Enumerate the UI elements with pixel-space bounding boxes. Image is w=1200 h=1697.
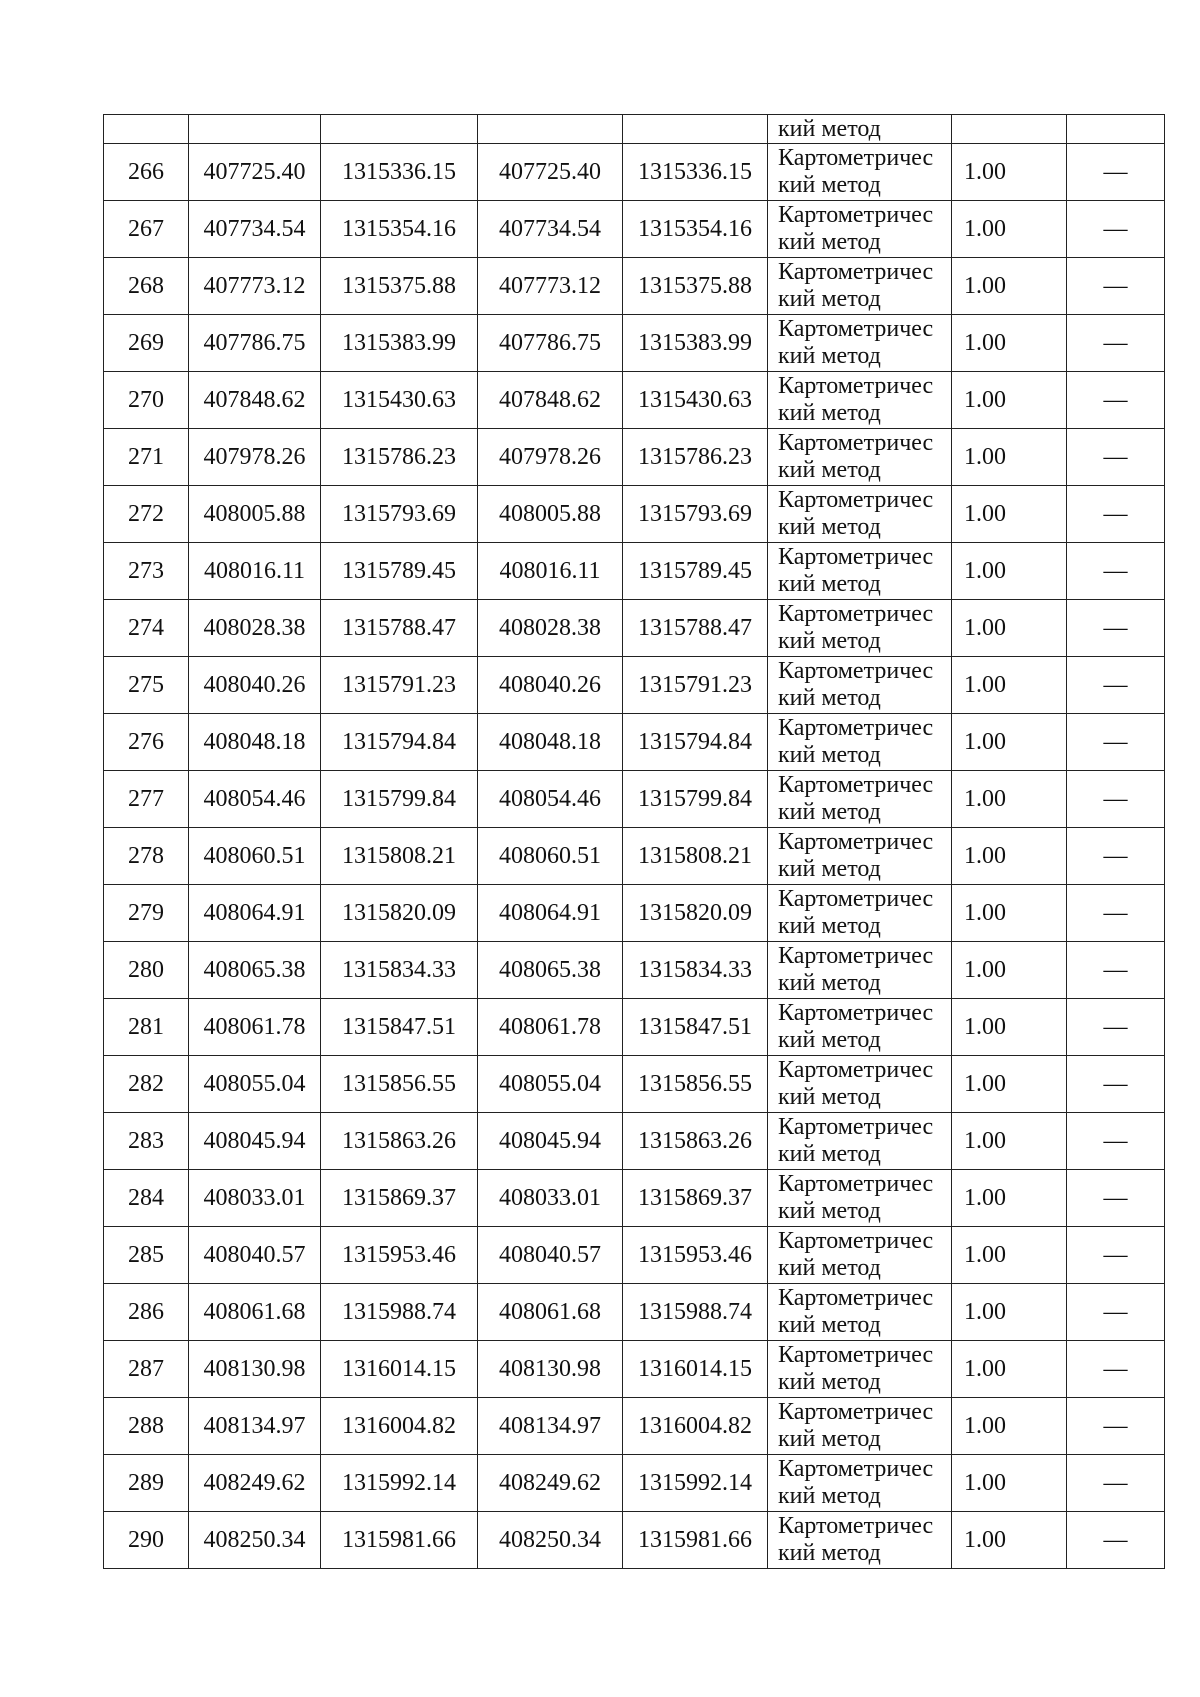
x-existing-cell: 407725.40 [189, 144, 321, 201]
y-existing-cell: 1315863.26 [321, 1113, 478, 1170]
method-line-1: Картометричес [778, 1171, 934, 1197]
x-existing-cell: 408061.78 [189, 999, 321, 1056]
y-refined-cell: 1315834.33 [623, 942, 768, 999]
method-line-1: Картометричес [778, 1399, 934, 1425]
point-number-cell: 285 [104, 1227, 189, 1284]
y-existing-cell: 1315820.09 [321, 885, 478, 942]
table-row [104, 1398, 1165, 1455]
table-row [104, 1113, 1165, 1170]
x-existing-cell: 408040.26 [189, 657, 321, 714]
cont-cell-accuracy [952, 115, 1067, 144]
method-cell [768, 429, 952, 486]
y-refined-cell: 1315336.15 [623, 144, 768, 201]
x-refined-cell: 408064.91 [478, 885, 623, 942]
accuracy-cell: 1.00 [952, 1341, 1067, 1398]
method-line-1: Картометричес [778, 601, 934, 627]
cont-cell-method [768, 115, 952, 144]
method-line-2: кий метод [778, 400, 881, 426]
y-existing-cell: 1315981.66 [321, 1512, 478, 1569]
method-line-2: кий метод [778, 229, 881, 255]
x-existing-cell: 408045.94 [189, 1113, 321, 1170]
y-refined-cell: 1315992.14 [623, 1455, 768, 1512]
point-number-cell: 283 [104, 1113, 189, 1170]
table-row [104, 1227, 1165, 1284]
method-line-2: кий метод [778, 970, 881, 996]
point-number-cell: 272 [104, 486, 189, 543]
accuracy-cell: 1.00 [952, 1284, 1067, 1341]
accuracy-cell: 1.00 [952, 714, 1067, 771]
method-line-1: Картометричес [778, 1114, 934, 1140]
method-line-1: Картометричес [778, 544, 934, 570]
x-existing-cell: 407786.75 [189, 315, 321, 372]
accuracy-cell: 1.00 [952, 543, 1067, 600]
x-existing-cell: 408055.04 [189, 1056, 321, 1113]
point-number-cell: 267 [104, 201, 189, 258]
method-line-2: кий метод [778, 1255, 881, 1281]
note-cell: — [1067, 1227, 1165, 1284]
method-line-2: кий метод [778, 799, 881, 825]
y-refined-cell: 1315988.74 [623, 1284, 768, 1341]
point-number-cell: 282 [104, 1056, 189, 1113]
method-cell [768, 315, 952, 372]
method-cell [768, 1341, 952, 1398]
note-cell: — [1067, 429, 1165, 486]
method-cell [768, 999, 952, 1056]
note-cell: — [1067, 1284, 1165, 1341]
cont-cell-x1 [189, 115, 321, 144]
table-body [104, 115, 1165, 1569]
x-existing-cell: 408061.68 [189, 1284, 321, 1341]
method-line-2: кий метод [778, 1141, 881, 1167]
point-number-cell: 278 [104, 828, 189, 885]
x-existing-cell: 407734.54 [189, 201, 321, 258]
point-number-cell: 284 [104, 1170, 189, 1227]
method-line-2: кий метод [778, 1027, 881, 1053]
method-line-2: кий метод [778, 514, 881, 540]
method-cell [768, 942, 952, 999]
point-number-cell: 274 [104, 600, 189, 657]
table-row [104, 1170, 1165, 1227]
method-line-2: кий метод [778, 913, 881, 939]
x-refined-cell: 408055.04 [478, 1056, 623, 1113]
point-number-cell: 271 [104, 429, 189, 486]
method-cell [768, 1170, 952, 1227]
table-row [104, 1056, 1165, 1113]
accuracy-cell: 1.00 [952, 1455, 1067, 1512]
point-number-cell: 276 [104, 714, 189, 771]
point-number-cell: 266 [104, 144, 189, 201]
method-cell [768, 714, 952, 771]
method-line-1: Картометричес [778, 943, 934, 969]
accuracy-cell: 1.00 [952, 486, 1067, 543]
method-line-1: Картометричес [778, 1000, 934, 1026]
cont-cell-y1 [321, 115, 478, 144]
method-line-2: кий метод [778, 172, 881, 198]
method-line-1: Картометричес [778, 1513, 934, 1539]
table-row [104, 600, 1165, 657]
method-line-2: кий метод [778, 457, 881, 483]
note-cell: — [1067, 600, 1165, 657]
y-refined-cell: 1315430.63 [623, 372, 768, 429]
accuracy-cell: 1.00 [952, 1227, 1067, 1284]
y-existing-cell: 1315354.16 [321, 201, 478, 258]
y-refined-cell: 1315808.21 [623, 828, 768, 885]
table-row [104, 1512, 1165, 1569]
method-line-1: Картометричес [778, 772, 934, 798]
accuracy-cell: 1.00 [952, 600, 1067, 657]
y-existing-cell: 1315786.23 [321, 429, 478, 486]
y-existing-cell: 1315336.15 [321, 144, 478, 201]
cont-cell-num [104, 115, 189, 144]
method-line-2: кий метод [778, 1483, 881, 1509]
note-cell: — [1067, 315, 1165, 372]
x-existing-cell: 408040.57 [189, 1227, 321, 1284]
cont-cell-note [1067, 115, 1165, 144]
method-cell [768, 372, 952, 429]
accuracy-cell: 1.00 [952, 999, 1067, 1056]
continuation-row [104, 115, 1165, 144]
method-cell [768, 885, 952, 942]
method-line-1: Картометричес [778, 202, 934, 228]
table-row [104, 543, 1165, 600]
note-cell: — [1067, 885, 1165, 942]
method-line-2: кий метод [778, 286, 881, 312]
accuracy-cell: 1.00 [952, 942, 1067, 999]
x-refined-cell: 408040.26 [478, 657, 623, 714]
y-refined-cell: 1315856.55 [623, 1056, 768, 1113]
point-number-cell: 268 [104, 258, 189, 315]
note-cell: — [1067, 144, 1165, 201]
method-line-1: Картометричес [778, 487, 934, 513]
method-line-1: Картометричес [778, 145, 934, 171]
note-cell: — [1067, 1512, 1165, 1569]
y-existing-cell: 1315834.33 [321, 942, 478, 999]
accuracy-cell: 1.00 [952, 657, 1067, 714]
accuracy-cell: 1.00 [952, 1056, 1067, 1113]
y-refined-cell: 1315820.09 [623, 885, 768, 942]
x-refined-cell: 408250.34 [478, 1512, 623, 1569]
accuracy-cell: 1.00 [952, 1113, 1067, 1170]
y-refined-cell: 1315863.26 [623, 1113, 768, 1170]
note-cell: — [1067, 1113, 1165, 1170]
point-number-cell: 290 [104, 1512, 189, 1569]
method-line-1: Картометричес [778, 1456, 934, 1482]
x-existing-cell: 408249.62 [189, 1455, 321, 1512]
method-line-1: Картометричес [778, 1285, 934, 1311]
x-existing-cell: 408250.34 [189, 1512, 321, 1569]
x-existing-cell: 408134.97 [189, 1398, 321, 1455]
x-existing-cell: 408130.98 [189, 1341, 321, 1398]
x-refined-cell: 407725.40 [478, 144, 623, 201]
method-line-2: кий метод [778, 343, 881, 369]
method-cell [768, 1398, 952, 1455]
y-refined-cell: 1315793.69 [623, 486, 768, 543]
note-cell: — [1067, 258, 1165, 315]
table-row [104, 144, 1165, 201]
x-refined-cell: 407773.12 [478, 258, 623, 315]
table-row [104, 201, 1165, 258]
note-cell: — [1067, 486, 1165, 543]
cont-cell-x2 [478, 115, 623, 144]
y-refined-cell: 1315786.23 [623, 429, 768, 486]
y-refined-cell: 1315869.37 [623, 1170, 768, 1227]
method-line-2: кий метод [778, 1312, 881, 1338]
x-existing-cell: 407978.26 [189, 429, 321, 486]
x-existing-cell: 408016.11 [189, 543, 321, 600]
x-refined-cell: 408040.57 [478, 1227, 623, 1284]
y-refined-cell: 1315794.84 [623, 714, 768, 771]
point-number-cell: 280 [104, 942, 189, 999]
accuracy-cell: 1.00 [952, 828, 1067, 885]
method-cell [768, 1227, 952, 1284]
table-row [104, 372, 1165, 429]
method-line-1: Картометричес [778, 259, 934, 285]
coordinates-table [103, 114, 1165, 1569]
note-cell: — [1067, 828, 1165, 885]
y-existing-cell: 1315988.74 [321, 1284, 478, 1341]
y-refined-cell: 1315788.47 [623, 600, 768, 657]
point-number-cell: 270 [104, 372, 189, 429]
accuracy-cell: 1.00 [952, 885, 1067, 942]
method-line-2: кий метод [778, 1369, 881, 1395]
method-cell [768, 828, 952, 885]
point-number-cell: 288 [104, 1398, 189, 1455]
table-row [104, 1455, 1165, 1512]
y-refined-cell: 1315953.46 [623, 1227, 768, 1284]
x-refined-cell: 408048.18 [478, 714, 623, 771]
x-refined-cell: 408054.46 [478, 771, 623, 828]
note-cell: — [1067, 999, 1165, 1056]
table-row [104, 714, 1165, 771]
y-existing-cell: 1315430.63 [321, 372, 478, 429]
x-existing-cell: 408065.38 [189, 942, 321, 999]
x-refined-cell: 408061.78 [478, 999, 623, 1056]
x-existing-cell: 408064.91 [189, 885, 321, 942]
table-row [104, 315, 1165, 372]
x-existing-cell: 408005.88 [189, 486, 321, 543]
note-cell: — [1067, 201, 1165, 258]
x-refined-cell: 407786.75 [478, 315, 623, 372]
y-existing-cell: 1315847.51 [321, 999, 478, 1056]
x-existing-cell: 408048.18 [189, 714, 321, 771]
point-number-cell: 279 [104, 885, 189, 942]
method-cell [768, 486, 952, 543]
accuracy-cell: 1.00 [952, 258, 1067, 315]
note-cell: — [1067, 714, 1165, 771]
accuracy-cell: 1.00 [952, 771, 1067, 828]
y-existing-cell: 1315808.21 [321, 828, 478, 885]
method-line-1: Картометричес [778, 1228, 934, 1254]
y-existing-cell: 1315799.84 [321, 771, 478, 828]
x-refined-cell: 407978.26 [478, 429, 623, 486]
y-refined-cell: 1315791.23 [623, 657, 768, 714]
method-text: кий метод [778, 116, 881, 142]
note-cell: — [1067, 543, 1165, 600]
method-cell [768, 543, 952, 600]
x-refined-cell: 408065.38 [478, 942, 623, 999]
x-refined-cell: 408016.11 [478, 543, 623, 600]
accuracy-cell: 1.00 [952, 372, 1067, 429]
point-number-cell: 275 [104, 657, 189, 714]
cont-cell-y2 [623, 115, 768, 144]
note-cell: — [1067, 657, 1165, 714]
x-existing-cell: 407848.62 [189, 372, 321, 429]
y-existing-cell: 1316014.15 [321, 1341, 478, 1398]
method-line-2: кий метод [778, 1426, 881, 1452]
table-row [104, 828, 1165, 885]
accuracy-cell: 1.00 [952, 1170, 1067, 1227]
method-line-2: кий метод [778, 685, 881, 711]
x-existing-cell: 407773.12 [189, 258, 321, 315]
x-refined-cell: 408033.01 [478, 1170, 623, 1227]
table-row [104, 486, 1165, 543]
method-cell [768, 201, 952, 258]
table-row [104, 1341, 1165, 1398]
accuracy-cell: 1.00 [952, 144, 1067, 201]
table-row [104, 657, 1165, 714]
method-line-2: кий метод [778, 856, 881, 882]
method-line-1: Картометричес [778, 373, 934, 399]
y-refined-cell: 1315354.16 [623, 201, 768, 258]
method-line-2: кий метод [778, 1540, 881, 1566]
point-number-cell: 273 [104, 543, 189, 600]
point-number-cell: 286 [104, 1284, 189, 1341]
note-cell: — [1067, 771, 1165, 828]
y-refined-cell: 1315799.84 [623, 771, 768, 828]
accuracy-cell: 1.00 [952, 315, 1067, 372]
y-existing-cell: 1315375.88 [321, 258, 478, 315]
x-existing-cell: 408033.01 [189, 1170, 321, 1227]
note-cell: — [1067, 1056, 1165, 1113]
y-existing-cell: 1315383.99 [321, 315, 478, 372]
x-existing-cell: 408060.51 [189, 828, 321, 885]
method-cell [768, 1284, 952, 1341]
y-existing-cell: 1315869.37 [321, 1170, 478, 1227]
x-refined-cell: 408045.94 [478, 1113, 623, 1170]
method-line-1: Картометричес [778, 658, 934, 684]
accuracy-cell: 1.00 [952, 429, 1067, 486]
y-existing-cell: 1315789.45 [321, 543, 478, 600]
method-line-2: кий метод [778, 571, 881, 597]
y-existing-cell: 1315856.55 [321, 1056, 478, 1113]
note-cell: — [1067, 942, 1165, 999]
x-refined-cell: 408130.98 [478, 1341, 623, 1398]
method-line-2: кий метод [778, 742, 881, 768]
x-refined-cell: 408134.97 [478, 1398, 623, 1455]
x-refined-cell: 408028.38 [478, 600, 623, 657]
method-line-2: кий метод [778, 1198, 881, 1224]
method-line-1: Картометричес [778, 715, 934, 741]
method-line-1: Картометричес [778, 430, 934, 456]
x-refined-cell: 407734.54 [478, 201, 623, 258]
table-row [104, 258, 1165, 315]
method-line-1: Картометричес [778, 829, 934, 855]
y-refined-cell: 1315847.51 [623, 999, 768, 1056]
y-refined-cell: 1315375.88 [623, 258, 768, 315]
note-cell: — [1067, 1170, 1165, 1227]
method-line-1: Картометричес [778, 316, 934, 342]
x-refined-cell: 408060.51 [478, 828, 623, 885]
table-row [104, 942, 1165, 999]
method-line-1: Картометричес [778, 1342, 934, 1368]
y-existing-cell: 1315794.84 [321, 714, 478, 771]
table-row [104, 1284, 1165, 1341]
x-existing-cell: 408028.38 [189, 600, 321, 657]
method-cell [768, 258, 952, 315]
note-cell: — [1067, 1341, 1165, 1398]
note-cell: — [1067, 1398, 1165, 1455]
table-row [104, 999, 1165, 1056]
y-existing-cell: 1315953.46 [321, 1227, 478, 1284]
method-line-2: кий метод [778, 1084, 881, 1110]
point-number-cell: 287 [104, 1341, 189, 1398]
method-cell [768, 1512, 952, 1569]
point-number-cell: 269 [104, 315, 189, 372]
method-cell [768, 600, 952, 657]
y-existing-cell: 1316004.82 [321, 1398, 478, 1455]
x-refined-cell: 408249.62 [478, 1455, 623, 1512]
method-cell [768, 1056, 952, 1113]
note-cell: — [1067, 372, 1165, 429]
point-number-cell: 289 [104, 1455, 189, 1512]
y-refined-cell: 1315789.45 [623, 543, 768, 600]
point-number-cell: 281 [104, 999, 189, 1056]
y-existing-cell: 1315788.47 [321, 600, 478, 657]
y-existing-cell: 1315992.14 [321, 1455, 478, 1512]
y-refined-cell: 1315981.66 [623, 1512, 768, 1569]
table-row [104, 771, 1165, 828]
method-cell [768, 1455, 952, 1512]
point-number-cell: 277 [104, 771, 189, 828]
method-line-1: Картометричес [778, 1057, 934, 1083]
y-refined-cell: 1315383.99 [623, 315, 768, 372]
x-refined-cell: 407848.62 [478, 372, 623, 429]
table-row [104, 429, 1165, 486]
y-existing-cell: 1315793.69 [321, 486, 478, 543]
accuracy-cell: 1.00 [952, 201, 1067, 258]
method-cell [768, 657, 952, 714]
method-cell [768, 771, 952, 828]
accuracy-cell: 1.00 [952, 1398, 1067, 1455]
method-cell [768, 144, 952, 201]
y-existing-cell: 1315791.23 [321, 657, 478, 714]
y-refined-cell: 1316004.82 [623, 1398, 768, 1455]
method-line-1: Картометричес [778, 886, 934, 912]
accuracy-cell: 1.00 [952, 1512, 1067, 1569]
x-refined-cell: 408005.88 [478, 486, 623, 543]
y-refined-cell: 1316014.15 [623, 1341, 768, 1398]
x-existing-cell: 408054.46 [189, 771, 321, 828]
method-line-2: кий метод [778, 628, 881, 654]
x-refined-cell: 408061.68 [478, 1284, 623, 1341]
table-row [104, 885, 1165, 942]
method-cell [768, 1113, 952, 1170]
note-cell: — [1067, 1455, 1165, 1512]
